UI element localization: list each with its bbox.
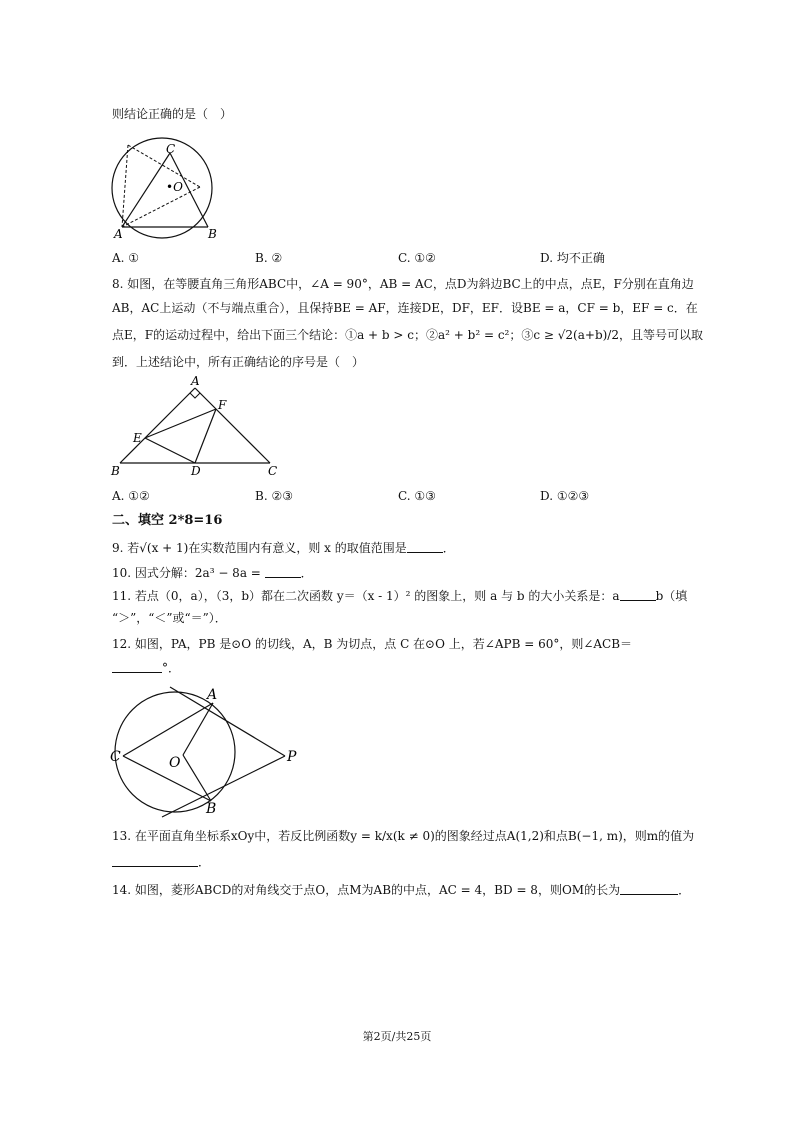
q8-label-b: B [111, 464, 120, 478]
q8-label-e: E [133, 431, 142, 445]
q7-label-b: B [208, 227, 217, 241]
q9-end: ． [442, 541, 455, 555]
q7-option-b[interactable]: B. ② [255, 251, 283, 265]
q7-option-c[interactable]: C. ①② [398, 251, 436, 265]
q10-answer-blank[interactable] [265, 565, 301, 578]
q8-seg-ef [145, 409, 216, 438]
q13-end: ． [198, 855, 211, 869]
q8-triangle-figure [105, 375, 290, 480]
page-number-footer: 第2页/共25页 [362, 1030, 432, 1043]
q9-answer-blank[interactable] [407, 540, 443, 553]
q11-answer-blank[interactable] [620, 588, 656, 601]
q8-label-f: F [218, 398, 227, 412]
q11-line-2: “＞”，“＜”或“＝”）． [112, 611, 227, 625]
q13-line-2 [112, 854, 210, 870]
q8-option-d[interactable]: D. ①②③ [540, 489, 590, 503]
q14-end: ． [678, 883, 691, 897]
q12-label-p: P [287, 749, 297, 765]
q12-seg-ca [123, 703, 213, 756]
q7-circle [112, 138, 212, 238]
q12-label-o: O [169, 755, 181, 771]
q12-tangent-pa [170, 687, 285, 756]
q7-stem-tail: 则结论正确的是（ ） [112, 107, 233, 121]
q7-option-a[interactable]: A. ① [112, 251, 140, 265]
q7-label-c: C [166, 142, 176, 156]
q8-line-4: 到．上述结论中，所有正确结论的序号是（ ） [112, 355, 365, 369]
q11-text-after: b（填 [655, 589, 688, 603]
q12-label-c: C [110, 749, 121, 765]
q7-circle-figure [100, 135, 240, 245]
q8-label-c: C [268, 464, 278, 478]
q7-option-d[interactable]: D. 均不正确 [540, 251, 605, 265]
q7-side-ac [122, 153, 170, 227]
q12-seg-oa [183, 703, 213, 755]
q8-label-a: A [191, 375, 200, 388]
q12-answer-blank[interactable] [112, 660, 162, 673]
q7-dashed-3 [122, 187, 200, 227]
q12-line-1: 12. 如图，PA，PB 是⊙O 的切线，A，B 为切点，点 C 在⊙O 上，若∠APB = 60°，则∠ACB＝ [112, 637, 633, 651]
q7-label-a: A [114, 227, 123, 241]
q12-label-b: B [206, 801, 217, 817]
q8-right-angle-mark [190, 393, 200, 398]
q14-text: 14. 如图，菱形ABCD的对角线交于点O，点M为AB的中点，AC = 4，BD = 8，则OM的长为 [112, 883, 621, 897]
q12-circle [115, 692, 235, 812]
q9-text: 9. 若√(x + 1)在实数范围内有意义，则 x 的取值范围是 [112, 541, 407, 555]
q13-line-1: 13. 在平面直角坐标系xOy中，若反比例函数y = k/x(k ≠ 0)的图象经过点A(1,2)和点B(−1, m)，则m的值为 [112, 829, 695, 843]
q9 [112, 540, 455, 556]
q11-text: 11. 若点（0，a），（3，b）都在二次函数 y＝（x - 1）² 的图象上，则 a 与 b 的大小关系是：a [112, 589, 620, 603]
q8-option-a[interactable]: A. ①② [112, 489, 150, 503]
q7-label-o: •O [166, 180, 183, 194]
q10 [112, 565, 313, 581]
q11-line-1 [112, 588, 687, 604]
q8-line-1: 8. 如图，在等腰直角三角形ABC中，∠A = 90°，AB = AC，点D为斜边BC上的中点，点E，F分别在直角边 [112, 277, 694, 291]
q12-line-2 [112, 660, 180, 676]
q13-answer-blank[interactable] [112, 854, 198, 867]
section-2-title: 二、填空 2*8=16 [112, 513, 223, 528]
q12-label-a: A [207, 687, 218, 703]
q12-tangent-figure [105, 683, 305, 818]
q14 [112, 882, 690, 898]
q14-answer-blank[interactable] [620, 882, 678, 895]
q8-line-2: AB，AC上运动（不与端点重合），且保持BE = AF，连接DE，DF，EF．设BE = a，CF = b，EF = c．在 [112, 301, 698, 315]
q10-end: ． [300, 566, 313, 580]
q7-dashed-1 [128, 145, 200, 187]
q12-end: °． [162, 661, 181, 675]
q8-line-3: 点E，F的运动过程中，给出下面三个结论：①a + b > c；②a² + b² = c²；③c ≥ √2(a+b)/2，且等号可以取 [112, 328, 703, 342]
q8-option-c[interactable]: C. ①③ [398, 489, 436, 503]
q8-side-ab [120, 388, 195, 463]
q8-seg-fd [195, 409, 216, 463]
q8-side-ac [195, 388, 270, 463]
q8-label-d: D [191, 464, 201, 478]
q8-seg-ed [145, 438, 195, 463]
q8-option-b[interactable]: B. ②③ [255, 489, 293, 503]
q10-text: 10. 因式分解：2a³ − 8a = [112, 566, 265, 580]
